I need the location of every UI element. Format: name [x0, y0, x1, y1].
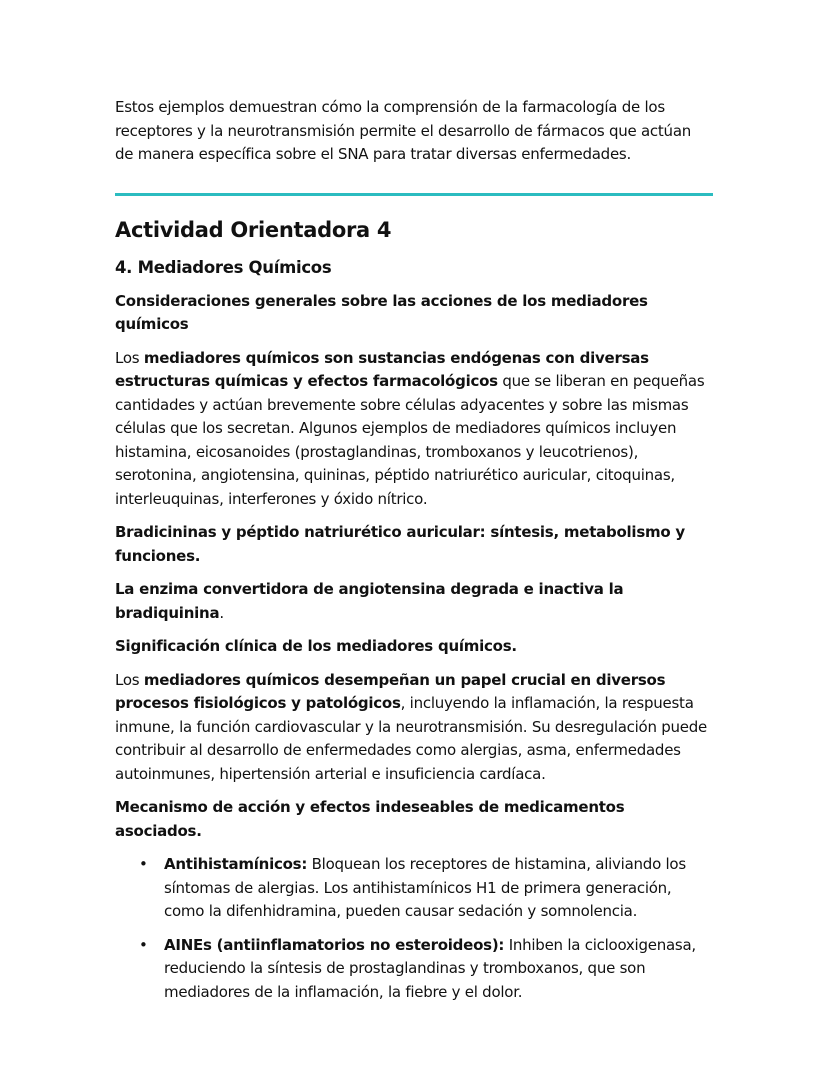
enzima-paragraph: [115, 578, 713, 625]
bradicininas-heading: Bradicininas y péptido natriurético auricular: síntesis, metabolismo y funciones.: [115, 523, 685, 565]
general-rest: que se liberan en pequeñas cantidades y actúan brevemente sobre células adyacentes y sobre las mismas células que los secretan. Algunos ejemplos de mediadores químicos incluyen histamina, eicosanoides (prostaglandinas, tromboxanos y leucotrienos), serotonina, angiotensina, quininas, péptido natriurético auricular, citoquinas, interleuquinas, interferones y óxido nítrico.: [115, 372, 705, 508]
intro-paragraph: Estos ejemplos demuestran cómo la comprensión de la farmacología de los receptores y la neurotransmisión permite el desarrollo de fármacos que actúan de manera específica sobre el SNA para tratar diversas enfermedades.: [115, 98, 692, 163]
mecanismo-heading: Mecanismo de acción y efectos indeseables de medicamentos asociados.: [115, 798, 625, 840]
general-paragraph: [115, 347, 713, 512]
enzima-end: .: [219, 603, 224, 622]
general-lead: Los: [115, 348, 144, 367]
list-item-term: AINEs (antiinflamatorios no esteroideos):: [164, 935, 505, 954]
enzima-emphasis: La enzima convertidora de angiotensina degrada e inactiva la bradiquinina: [115, 580, 624, 622]
general-heading: Consideraciones generales sobre las acciones de los mediadores químicos: [115, 291, 648, 333]
list-item-text: Bloquean los receptores de histamina, aliviando los síntomas de alergias. Los antihistamínicos H1 de primera generación, como la difenhidramina, pueden causar sedación y somnolencia.: [164, 855, 686, 920]
bullet-marker: •: [139, 935, 148, 954]
bullet-marker: •: [139, 855, 148, 873]
clinica-paragraph: [115, 669, 713, 787]
clinica-emphasis: mediadores químicos desempeñan un papel crucial en diversos procesos fisiológicos y patológicos: [115, 670, 666, 712]
document-content: [115, 96, 713, 1014]
list-item: [115, 853, 713, 924]
list-item-term: Antihistamínicos:: [164, 855, 308, 873]
clinica-lead: Los: [115, 670, 144, 689]
list-item-text: Inhiben la ciclooxigenasa, reduciendo la síntesis de prostaglandinas y tromboxanos, que son mediadores de la inflamación, la fiebre y el dolor.: [164, 935, 696, 1001]
drug-list: [115, 853, 713, 1004]
clinica-rest: , incluyendo la inflamación, la respuesta inmune, la función cardiovascular y la neurotransmisión. Su desregulación puede contribuir al desarrollo de enfermedades como alergias, asma, enfermedades autoinmunes, hipertensión arterial e insuficiencia cardíaca.: [115, 694, 708, 783]
section-subtitle: 4. Mediadores Químicos: [115, 257, 332, 277]
section-divider: [115, 193, 713, 196]
activity-title: Actividad Orientadora 4: [115, 217, 392, 242]
clinica-heading: Significación clínica de los mediadores químicos.: [115, 637, 517, 655]
general-emphasis: mediadores químicos son sustancias endógenas con diversas estructuras químicas y efectos farmacológicos: [115, 348, 649, 390]
list-item: [115, 934, 713, 1005]
